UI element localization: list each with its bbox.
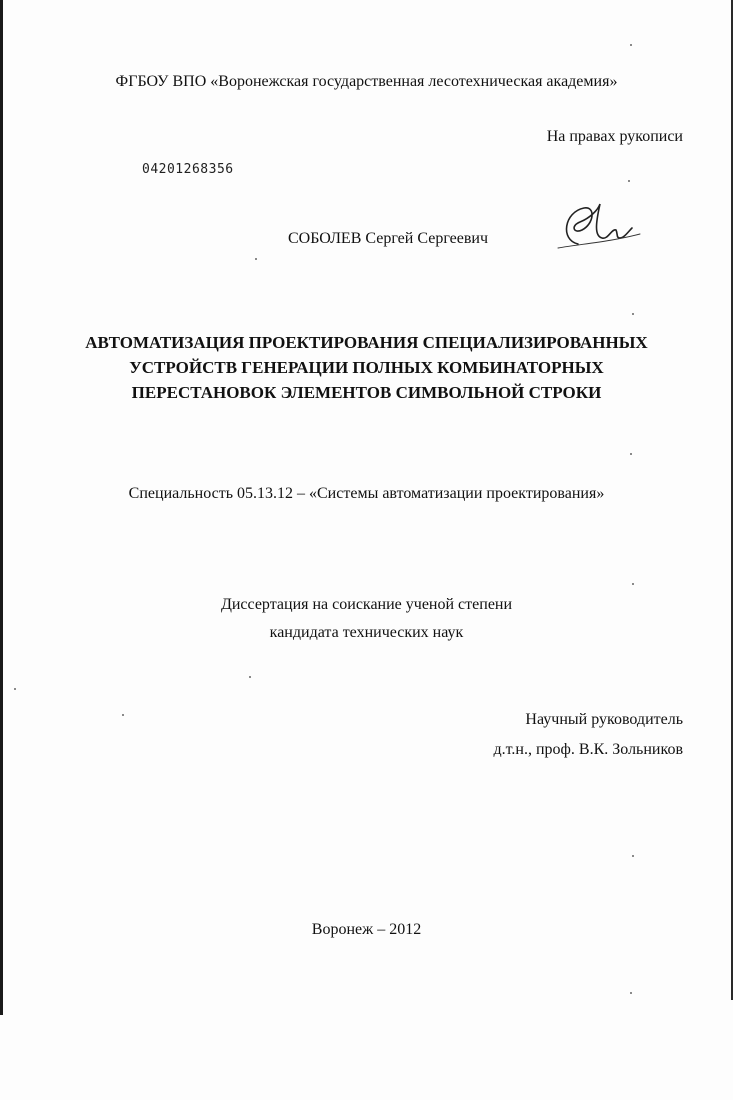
scan-speck [630, 44, 632, 46]
manuscript-rights: На правах рукописи [546, 128, 683, 145]
scan-speck [630, 453, 632, 455]
city-year: Воронеж – 2012 [311, 921, 422, 938]
title-line-2: УСТРОЙСТВ ГЕНЕРАЦИИ ПОЛНЫХ КОМБИНАТОРНЫХ [129, 358, 604, 377]
scan-speck [255, 258, 257, 260]
title-line-3: ПЕРЕСТАНОВОК ЭЛЕМЕНТОВ СИМВОЛЬНОЙ СТРОКИ [131, 383, 602, 402]
scan-speck [249, 676, 251, 678]
scan-speck [628, 180, 630, 182]
degree-line-1: Диссертация на соискание ученой степени [220, 596, 513, 613]
scan-edge-left [0, 0, 3, 1015]
scan-speck [632, 583, 634, 585]
degree-line-2: кандидата технических наук [269, 624, 464, 641]
specialty: Специальность 05.13.12 – «Системы автоматизации проектирования» [128, 485, 605, 502]
dissertation-title [0, 330, 733, 405]
catalog-code: 04201268356 [142, 162, 234, 177]
title-line-1: АВТОМАТИЗАЦИЯ ПРОЕКТИРОВАНИЯ СПЕЦИАЛИЗИРОВАННЫХ [85, 333, 648, 352]
scan-speck [122, 714, 124, 716]
author-signature [550, 198, 650, 258]
author-name: СОБОЛЕВ Сергей Сергеевич [288, 230, 489, 247]
scan-speck [632, 313, 634, 315]
scan-speck [14, 688, 16, 690]
institution-name: ФГБОУ ВПО «Воронежская государственная лесотехническая академия» [115, 73, 618, 90]
scan-speck [630, 992, 632, 994]
supervisor-label: Научный руководитель [525, 711, 683, 728]
scan-speck [632, 855, 634, 857]
supervisor-name: д.т.н., проф. В.К. Зольников [493, 741, 683, 758]
